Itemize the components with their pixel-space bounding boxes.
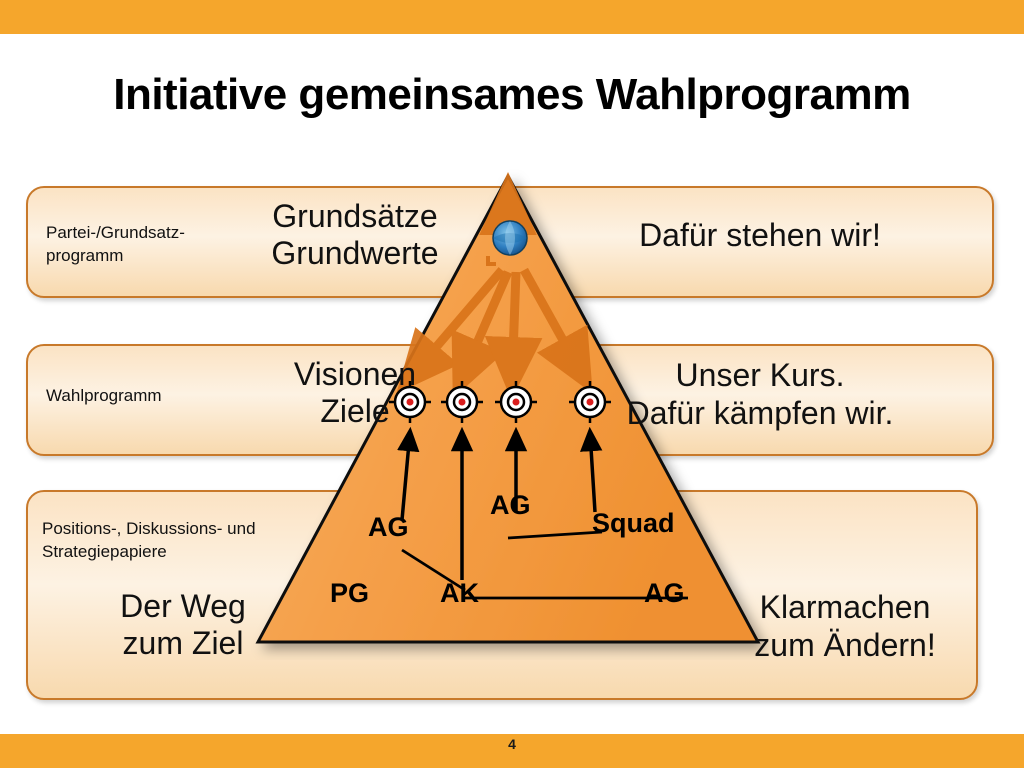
- page-title: Initiative gemeinsames Wahlprogramm: [113, 70, 911, 119]
- band2-center-text: Visionen Ziele: [293, 356, 417, 429]
- top-accent-bar: [0, 0, 1024, 34]
- band2-right-text: Unser Kurs. Dafür kämpfen wir.: [626, 357, 894, 432]
- pyramid-node-ag1: AG: [368, 512, 409, 542]
- band3-label: Positions-, Diskussions- und Strategiepapiere: [42, 519, 256, 561]
- band1-center-text: Grundsätze Grundwerte: [271, 198, 439, 271]
- band1-label: Partei-/Grundsatz- programm: [46, 223, 185, 265]
- pyramid-node-squad: Squad: [592, 508, 675, 538]
- pyramid-node-ak: AK: [440, 578, 479, 608]
- pyramid-node-ag2: AG: [490, 490, 531, 520]
- page-number: 4: [508, 736, 516, 752]
- band3-center-text: Der Weg zum Ziel: [120, 588, 246, 661]
- band2-label: Wahlprogramm: [46, 386, 162, 405]
- band1-right-text: Dafür stehen wir!: [639, 217, 881, 253]
- band3-right-text: Klarmachen zum Ändern!: [754, 589, 936, 664]
- pyramid-node-pg: PG: [330, 578, 370, 608]
- pyramid-node-ag3: AG: [644, 578, 685, 608]
